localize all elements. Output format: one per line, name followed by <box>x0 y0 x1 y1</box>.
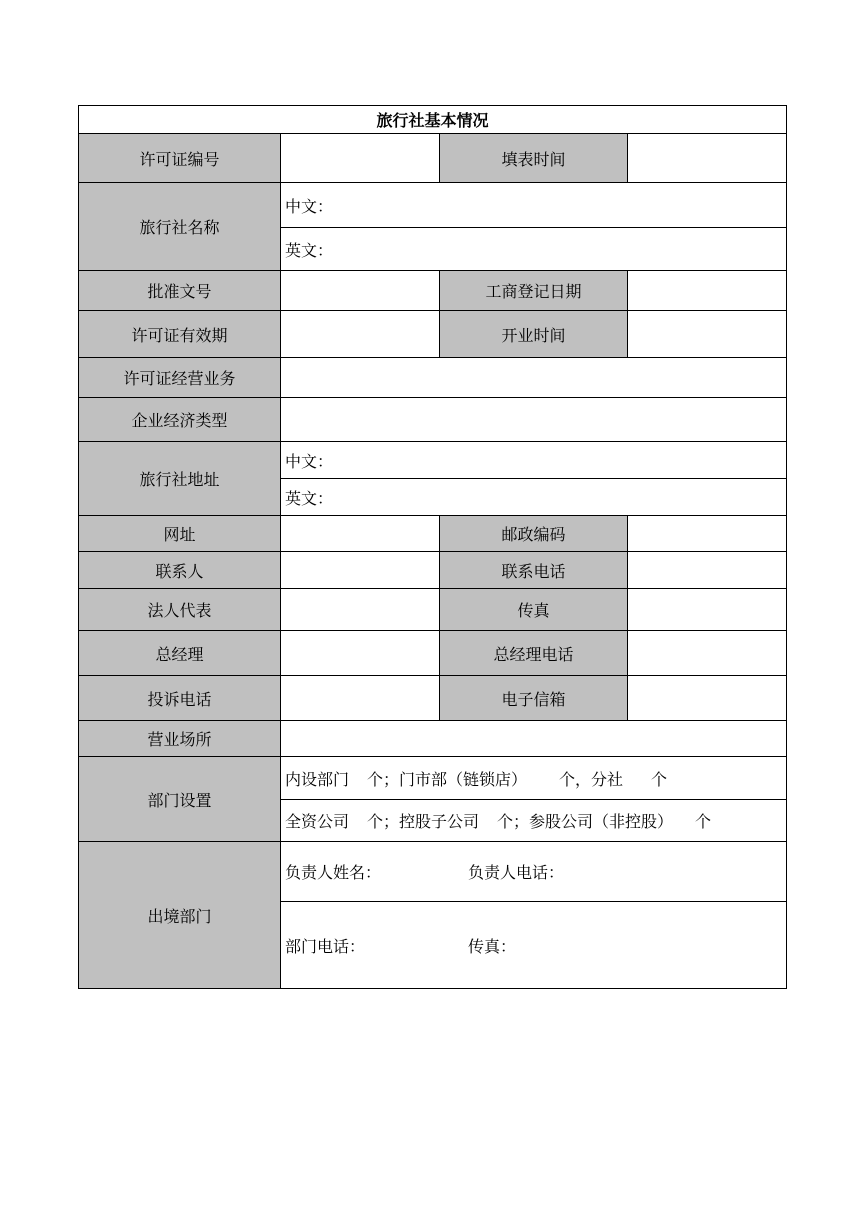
departments-line-1[interactable] <box>281 757 787 800</box>
dept-store-text: 个；门市部（链锁店） <box>367 769 528 789</box>
outbound-contact-row[interactable] <box>281 902 787 989</box>
complaint-phone-field[interactable] <box>281 676 440 721</box>
email-field[interactable] <box>628 676 787 721</box>
business-premises-label: 营业场所 <box>79 721 281 757</box>
legal-rep-label: 法人代表 <box>79 589 281 631</box>
website-label: 网址 <box>79 516 281 552</box>
agency-name-en-field[interactable]: 英文： <box>281 228 787 271</box>
general-manager-label: 总经理 <box>79 631 281 676</box>
dept-unit-text: 个 <box>651 769 668 789</box>
complaint-phone-label: 投诉电话 <box>79 676 281 721</box>
dept-branch-text: 个，分社 <box>559 769 624 789</box>
agency-address-en-field[interactable]: 英文： <box>281 479 787 516</box>
general-manager-field[interactable] <box>281 631 440 676</box>
agency-name-label: 旅行社名称 <box>79 183 281 271</box>
postcode-label: 邮政编码 <box>440 516 628 552</box>
fax-field[interactable] <box>628 589 787 631</box>
registration-date-label: 工商登记日期 <box>440 271 628 311</box>
business-premises-field[interactable] <box>281 721 787 757</box>
license-no-label: 许可证编号 <box>79 134 281 183</box>
contact-phone-field[interactable] <box>628 552 787 589</box>
agency-address-label: 旅行社地址 <box>79 442 281 516</box>
agency-name-cn-field[interactable]: 中文： <box>281 183 787 228</box>
dept-fax-label: 传真： <box>468 936 517 956</box>
agency-info-form <box>78 105 787 989</box>
gm-phone-field[interactable] <box>628 631 787 676</box>
registration-date-field[interactable] <box>628 271 787 311</box>
departments-label: 部门设置 <box>79 757 281 842</box>
dept-minority-text: 个；参股公司（非控股） <box>497 812 674 831</box>
approval-no-label: 批准文号 <box>79 271 281 311</box>
contact-label: 联系人 <box>79 552 281 589</box>
license-validity-field[interactable] <box>281 311 440 358</box>
outbound-head-row[interactable] <box>281 842 787 902</box>
agency-address-cn-field[interactable]: 中文： <box>281 442 787 479</box>
fax-label: 传真 <box>440 589 628 631</box>
license-business-field[interactable] <box>281 358 787 398</box>
head-phone-label: 负责人电话： <box>468 863 565 882</box>
fill-time-label: 填表时间 <box>440 134 628 183</box>
approval-no-field[interactable] <box>281 271 440 311</box>
license-business-label: 许可证经营业务 <box>79 358 281 398</box>
license-validity-label: 许可证有效期 <box>79 311 281 358</box>
dept-wholly-owned-text: 全资公司 <box>285 812 350 831</box>
opening-time-field[interactable] <box>628 311 787 358</box>
contact-field[interactable] <box>281 552 440 589</box>
fill-time-field[interactable] <box>628 134 787 183</box>
website-field[interactable] <box>281 516 440 552</box>
outbound-dept-label: 出境部门 <box>79 842 281 989</box>
legal-rep-field[interactable] <box>281 589 440 631</box>
email-label: 电子信箱 <box>440 676 628 721</box>
license-no-field[interactable] <box>281 134 440 183</box>
contact-phone-label: 联系电话 <box>440 552 628 589</box>
opening-time-label: 开业时间 <box>440 311 628 358</box>
dept-holding-text: 个；控股子公司 <box>367 812 480 831</box>
gm-phone-label: 总经理电话 <box>440 631 628 676</box>
postcode-field[interactable] <box>628 516 787 552</box>
dept-phone-label: 部门电话： <box>285 936 366 956</box>
economic-type-field[interactable] <box>281 398 787 442</box>
head-name-label: 负责人姓名： <box>285 863 382 882</box>
form-title: 旅行社基本情况 <box>79 106 787 134</box>
dept-internal-text: 内设部门 <box>285 769 350 789</box>
economic-type-label: 企业经济类型 <box>79 398 281 442</box>
dept-minority-unit-text: 个 <box>695 812 712 831</box>
departments-line-2[interactable] <box>281 800 787 842</box>
